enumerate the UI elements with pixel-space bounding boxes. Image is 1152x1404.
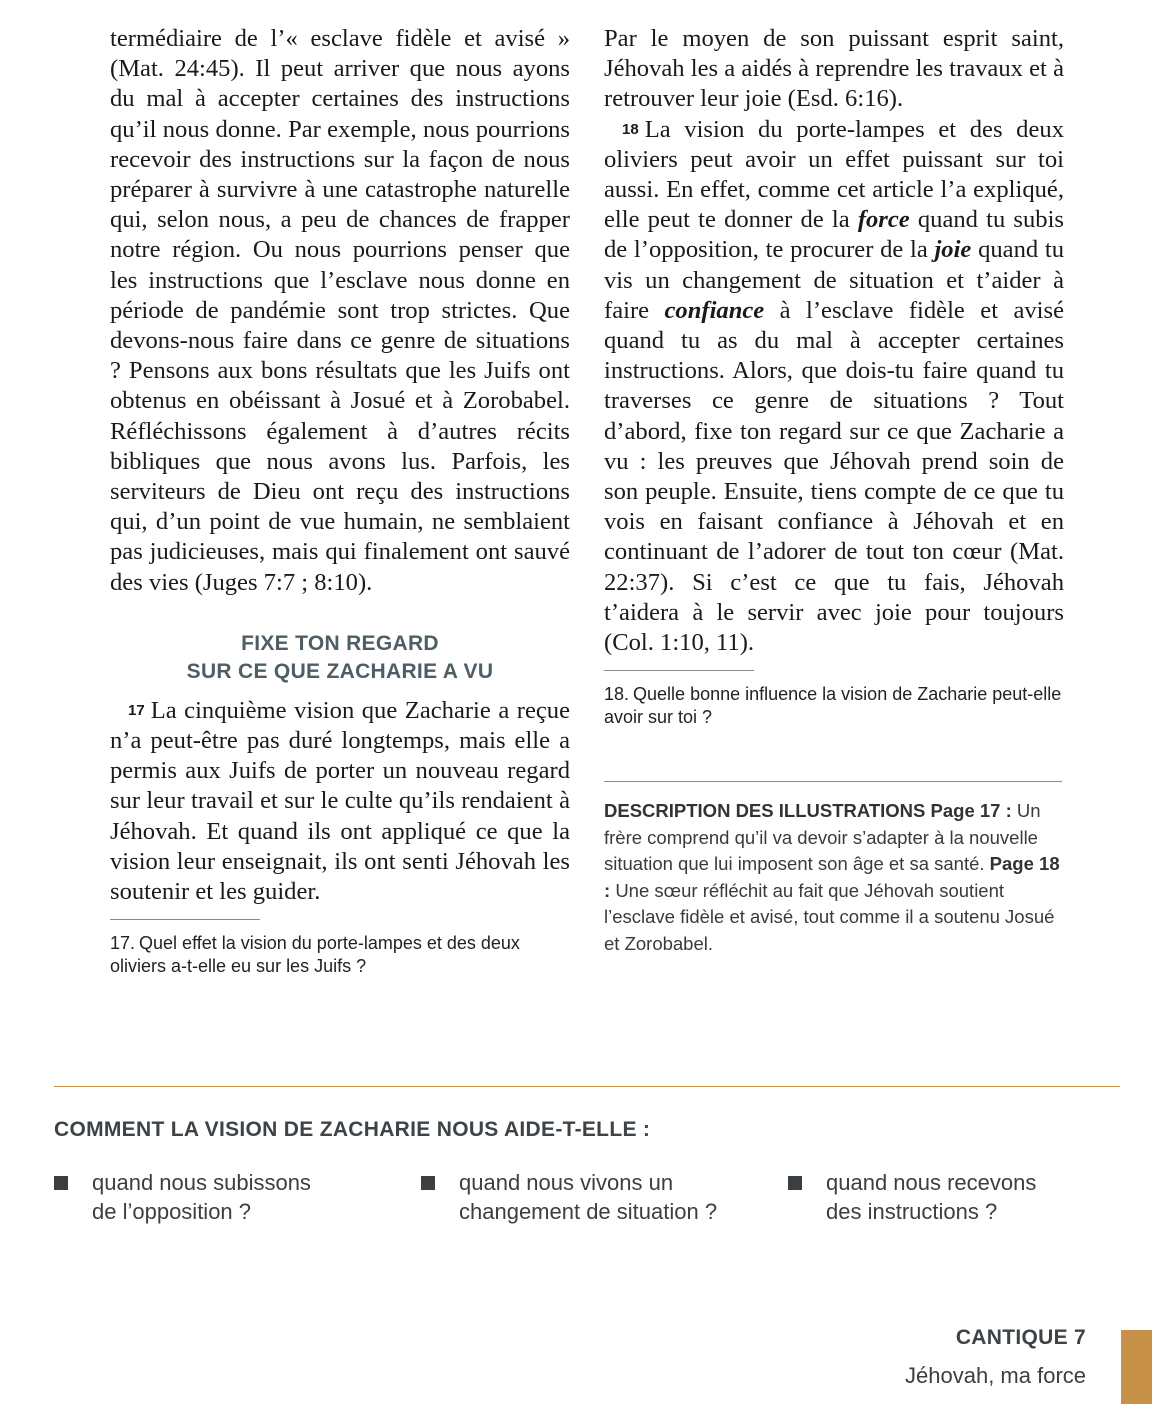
- paragraph-18-part-b: quand tu subis de l’opposition, te procurer de la: [604, 206, 1064, 264]
- square-bullet-icon: [54, 1176, 68, 1190]
- illustration-page-17-text: Un frère comprend qu’il va devoir s’adapter à la nouvelle situation que lui imposent son âge et sa santé.: [604, 800, 1041, 875]
- study-question-17: [110, 932, 570, 978]
- left-column: [110, 24, 570, 978]
- illustrations-description: [604, 798, 1064, 957]
- review-heading: COMMENT LA VISION DE ZACHARIE NOUS AIDE-T-ELLE :: [54, 1118, 651, 1141]
- paragraph-continuation-2: Par le moyen de son puissant esprit saint, Jéhovah les a aidés à reprendre les travaux et à retrouver leur joie (Esd. 6:16).: [604, 25, 1064, 113]
- paragraph-continuation: termédiaire de l’« esclave fidèle et avisé » (Mat. 24:45). Il peut arriver que nous ayons du mal à accepter certaines des instructions qu’il nous donne. Par exemple, nous pourrions recevoir des instructions sur la façon de nous préparer à survivre à une catastrophe naturelle qui, selon nous, a peu de chances de frapper notre région. Ou nous pourrions penser que les instructions que l’esclave nous donne en période de pandémie sont trop strictes. Que devons-nous faire dans ce genre de situations ? Pensons aux bons résultats que les Juifs ont obtenus en obéissant à Josué et à Zorobabel. Réfléchissons également à d’autres récits bibliques que nous avons lus. Parfois, les serviteurs de Dieu ont reçu des instructions qui, d’un point de vue humain, ne semblaient pas judicieuses, mais qui finalement ont sauvé des vies (Juges 7:7 ; 8:10).: [110, 25, 570, 596]
- study-question-18: [604, 683, 1064, 729]
- illustration-page-17-label: Page 17 :: [930, 800, 1012, 822]
- review-item-line-2: des instructions ?: [826, 1199, 998, 1224]
- page-edge-tab: [1121, 1330, 1152, 1404]
- emphasis-force: force: [857, 206, 910, 234]
- question-number-17: 17.: [110, 933, 136, 954]
- right-column: [604, 24, 1064, 957]
- question-18-text: Quelle bonne influence la vision de Zacharie peut-elle avoir sur toi ?: [604, 684, 1062, 728]
- review-item-line-1: quand nous vivons un: [459, 1170, 674, 1195]
- illustrations-label: DESCRIPTION DES ILLUSTRATIONS: [604, 800, 926, 822]
- square-bullet-icon: [421, 1176, 435, 1190]
- divider: [110, 919, 260, 920]
- paragraph-18-part-a: La vision du porte-lampes et des deux oliviers peut avoir un effet puissant sur toi aussi. En effet, comme cet article l’a expliqué, elle peut te donner de la: [604, 115, 1064, 234]
- subheading: [110, 630, 570, 686]
- review-item-instructions: [788, 1168, 1108, 1226]
- emphasis-joie: joie: [934, 236, 972, 264]
- paragraph-18-part-d: à l’esclave fidèle et avisé quand tu as du mal à accepter certaines instructions. Alors, que dois-tu faire quand tu traverses ce genre de situations ? Tout d’abord, fixe ton regard sur ce que Zacharie a vu : les preuves que Jéhovah prend soin de son peuple. Ensuite, tiens compte de ce que tu vois en faisant confiance à Jéhovah et en continuant de l’adorer de tout ton cœur (Mat. 22:37). Si c’est ce que tu fais, Jéhovah t’aidera à le servir avec joie pour toujours (Col. 1:10, 11).: [604, 296, 1065, 657]
- emphasis-confiance: confiance: [664, 296, 765, 324]
- review-box-divider: [54, 1086, 1120, 1087]
- subheading-line-1: FIXE TON REGARD: [241, 631, 439, 655]
- review-item-line-1: quand nous subissons: [92, 1170, 311, 1195]
- paragraph-18-part-c: quand tu vis un changement de situation et t’aider à faire: [604, 236, 1064, 324]
- square-bullet-icon: [788, 1176, 802, 1190]
- illustrations-divider: [604, 781, 1062, 782]
- review-item-line-2: de l’opposition ?: [92, 1199, 252, 1224]
- review-item-changement: [421, 1168, 741, 1226]
- song-name: Jéhovah, ma force: [905, 1363, 1086, 1388]
- review-item-line-1: quand nous recevons: [826, 1170, 1037, 1195]
- illustration-page-18-label: Page 18 :: [604, 853, 1060, 901]
- paragraph-number-17: 17: [128, 701, 145, 719]
- song-title: CANTIQUE 7: [955, 1326, 1086, 1349]
- review-item-line-2: changement de situation ?: [459, 1199, 718, 1224]
- paragraph-17-text: La cinquième vision que Zacharie a reçue n’a peut-être pas duré longtemps, mais elle a permis aux Juifs de porter un nouveau regard sur leur travail et sur le culte qu’ils rendaient à Jéhovah. Et quand ils ont appliqué ce que la vision leur enseignait, ils ont senti Jéhovah les soutenir et les guider.: [110, 696, 570, 906]
- paragraph-17: [110, 696, 570, 907]
- divider: [604, 670, 754, 671]
- paragraph-18: [604, 115, 1064, 659]
- question-17-text: Quel effet la vision du porte-lampes et des deux oliviers a-t-elle eu sur les Juifs ?: [110, 933, 520, 977]
- subheading-line-2: SUR CE QUE ZACHARIE A VU: [186, 659, 494, 683]
- question-number-18: 18.: [604, 684, 630, 705]
- paragraph-number-18: 18: [622, 120, 639, 138]
- review-item-opposition: [54, 1168, 374, 1226]
- illustration-page-18-text: Une sœur réfléchit au fait que Jéhovah soutient l’esclave fidèle et avisé, tout comme il a soutenu Josué et Zorobabel.: [604, 879, 1055, 954]
